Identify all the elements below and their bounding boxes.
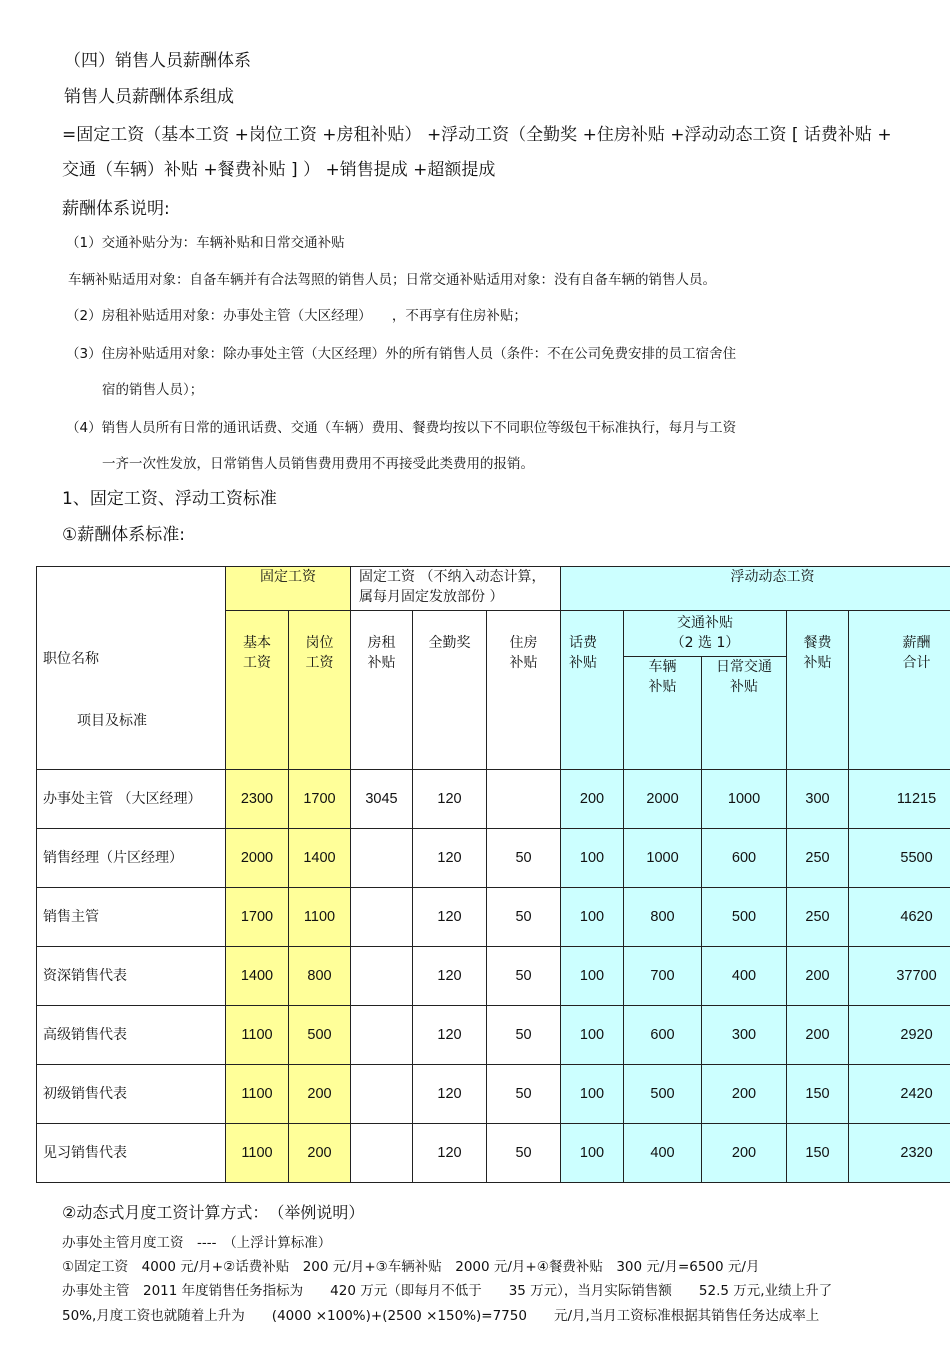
note-1b: 车辆补贴适用对象：自备车辆并有合法驾照的销售人员；日常交通补贴适用对象：没有自备车辆的销售人员。 <box>68 272 716 288</box>
cell-rent <box>351 1006 413 1065</box>
cell-house: 50 <box>487 1065 561 1124</box>
traffic-label: 交通补贴 <box>677 615 734 631</box>
explain-title: 薪酬体系说明: <box>62 199 170 219</box>
sub-2-title: ②动态式月度工资计算方式： （举例说明） <box>62 1203 365 1222</box>
traffic-choice-label: （2 选 1） <box>670 635 740 651</box>
cell-base: 1100 <box>226 1065 289 1124</box>
cell-attend: 120 <box>413 1124 487 1183</box>
cell-post: 1700 <box>289 770 351 829</box>
formula-line-1: =固定工资（基本工资 +岗位工资 +房租补贴） +浮动工资（全勤奖 +住房补贴 +浮动动态工资 [ 话费补贴 + <box>62 125 892 145</box>
note-3b: 宿的销售人员）； <box>102 382 204 398</box>
section-1-title: 1、固定工资、浮动工资标准 <box>62 489 277 509</box>
cell-attend: 120 <box>413 1006 487 1065</box>
cell-attend: 120 <box>413 829 487 888</box>
cell-house: 50 <box>487 947 561 1006</box>
corner-position-label: 职位名称 <box>43 651 99 667</box>
group-fixed-header: 固定工资 <box>226 567 351 611</box>
cell-house: 50 <box>487 1124 561 1183</box>
cell-car: 500 <box>624 1065 702 1124</box>
cell-phone: 100 <box>561 829 624 888</box>
table-row <box>37 947 950 1006</box>
table-row <box>37 829 950 888</box>
row-name-cell: 见习销售代表 <box>37 1124 226 1183</box>
cell-rent <box>351 947 413 1006</box>
composition-title: 销售人员薪酬体系组成 <box>64 87 234 107</box>
row-name-cell: 销售经理（片区经理） <box>37 829 226 888</box>
cell-rent <box>351 1065 413 1124</box>
example-line-1: 办事处主管月度工资 ---- （上浮计算标准） <box>62 1235 332 1251</box>
table-row <box>37 770 950 829</box>
cell-daily: 300 <box>702 1006 787 1065</box>
cell-meal: 150 <box>787 1124 849 1183</box>
cell-phone: 100 <box>561 888 624 947</box>
row-name-cell: 高级销售代表 <box>37 1006 226 1065</box>
cell-daily: 400 <box>702 947 787 1006</box>
cell-base: 1100 <box>226 1006 289 1065</box>
cell-base: 1700 <box>226 888 289 947</box>
corner-item-label: 项目及标准 <box>77 713 147 729</box>
cell-post: 1400 <box>289 829 351 888</box>
cell-car: 1000 <box>624 829 702 888</box>
example-line-2: ①固定工资 4000 元/月+②话费补贴 200 元/月+③车辆补贴 2000 元/月+④餐费补贴 300 元/月=6500 元/月 <box>62 1259 760 1275</box>
cell-daily: 200 <box>702 1124 787 1183</box>
cell-phone: 100 <box>561 1124 624 1183</box>
cell-total: 37700 <box>849 947 950 1006</box>
col-traffic-header <box>624 611 787 657</box>
cell-car: 700 <box>624 947 702 1006</box>
cell-post: 200 <box>289 1124 351 1183</box>
note-3a: （3）住房补贴适用对象：除办事处主管（大区经理）外的所有销售人员（条件：不在公司免费安排的员工宿舍住 <box>66 346 737 362</box>
note-4b: 一齐一次性发放，日常销售人员销售费用费用不再接受此类费用的报销。 <box>102 456 534 472</box>
cell-attend: 120 <box>413 947 487 1006</box>
col-car-header: 车辆补贴 <box>624 657 702 770</box>
cell-phone: 100 <box>561 1006 624 1065</box>
col-house-header: 住房补贴 <box>487 611 561 770</box>
col-daily-header: 日常交通补贴 <box>702 657 787 770</box>
cell-meal: 250 <box>787 888 849 947</box>
cell-car: 800 <box>624 888 702 947</box>
cell-base: 2000 <box>226 829 289 888</box>
cell-phone: 100 <box>561 1065 624 1124</box>
cell-total: 2320 <box>849 1124 950 1183</box>
col-phone-header: 话费补贴 <box>561 611 624 770</box>
cell-phone: 100 <box>561 947 624 1006</box>
row-name-cell: 销售主管 <box>37 888 226 947</box>
group-float-header: 浮动动态工资 <box>561 567 950 611</box>
group-fixed2-header: 固定工资 （不纳入动态计算，属每月固定发放部份 ） <box>351 567 561 611</box>
cell-total: 11215 <box>849 770 950 829</box>
cell-daily: 200 <box>702 1065 787 1124</box>
cell-rent <box>351 1124 413 1183</box>
row-name-cell: 办事处主管 （大区经理） <box>37 770 226 829</box>
cell-meal: 300 <box>787 770 849 829</box>
cell-post: 1100 <box>289 888 351 947</box>
formula-line-2: 交通（车辆）补贴 +餐费补贴 ] ） +销售提成 +超额提成 <box>62 160 496 180</box>
note-4a: （4）销售人员所有日常的通讯话费、交通（车辆）费用、餐费均按以下不同职位等级包干标准执行，每月与工资 <box>66 420 737 436</box>
sub-1-title: ①薪酬体系标准: <box>62 525 185 545</box>
table-row <box>37 1006 950 1065</box>
cell-total: 2420 <box>849 1065 950 1124</box>
cell-house: 50 <box>487 829 561 888</box>
cell-daily: 500 <box>702 888 787 947</box>
cell-attend: 120 <box>413 1065 487 1124</box>
cell-total: 5500 <box>849 829 950 888</box>
section-heading: （四）销售人员薪酬体系 <box>64 51 251 71</box>
cell-total: 2920 <box>849 1006 950 1065</box>
table-row <box>37 1065 950 1124</box>
note-2: （2）房租补贴适用对象：办事处主管（大区经理） ，不再享有住房补贴； <box>66 308 527 324</box>
cell-car: 600 <box>624 1006 702 1065</box>
example-line-3: 办事处主管 2011 年度销售任务指标为 420 万元（即每月不低于 35 万元），当月实际销售额 52.5 万元,业绩上升了 <box>62 1283 833 1299</box>
example-line-4: 50%,月度工资也就随着上升为 (4000 ×100%)+(2500 ×150%)=7750 元/月,当月工资标准根据其销售任务达成率上 <box>62 1308 820 1324</box>
cell-daily: 1000 <box>702 770 787 829</box>
cell-post: 200 <box>289 1065 351 1124</box>
cell-house: 50 <box>487 888 561 947</box>
corner-header <box>37 567 226 770</box>
cell-attend: 120 <box>413 888 487 947</box>
col-rent-header: 房租补贴 <box>351 611 413 770</box>
cell-attend: 120 <box>413 770 487 829</box>
cell-meal: 250 <box>787 829 849 888</box>
row-name-cell: 初级销售代表 <box>37 1065 226 1124</box>
cell-post: 800 <box>289 947 351 1006</box>
cell-post: 500 <box>289 1006 351 1065</box>
cell-house: 50 <box>487 1006 561 1065</box>
cell-meal: 150 <box>787 1065 849 1124</box>
cell-base: 2300 <box>226 770 289 829</box>
cell-phone: 200 <box>561 770 624 829</box>
row-name-cell: 资深销售代表 <box>37 947 226 1006</box>
cell-daily: 600 <box>702 829 787 888</box>
table-row <box>37 1124 950 1183</box>
cell-car: 2000 <box>624 770 702 829</box>
cell-meal: 200 <box>787 1006 849 1065</box>
col-attend-header: 全勤奖 <box>413 611 487 770</box>
cell-total: 4620 <box>849 888 950 947</box>
cell-car: 400 <box>624 1124 702 1183</box>
cell-house <box>487 770 561 829</box>
col-meal-header: 餐费补贴 <box>787 611 849 770</box>
col-post-header: 岗位工资 <box>289 611 351 770</box>
salary-table <box>36 566 950 1183</box>
col-total-header: 薪酬合计 <box>849 611 950 770</box>
cell-base: 1400 <box>226 947 289 1006</box>
table-row <box>37 888 950 947</box>
note-1: （1）交通补贴分为：车辆补贴和日常交通补贴 <box>66 235 345 251</box>
cell-rent <box>351 829 413 888</box>
cell-rent <box>351 888 413 947</box>
cell-rent: 3045 <box>351 770 413 829</box>
cell-meal: 200 <box>787 947 849 1006</box>
col-base-header: 基本工资 <box>226 611 289 770</box>
cell-base: 1100 <box>226 1124 289 1183</box>
